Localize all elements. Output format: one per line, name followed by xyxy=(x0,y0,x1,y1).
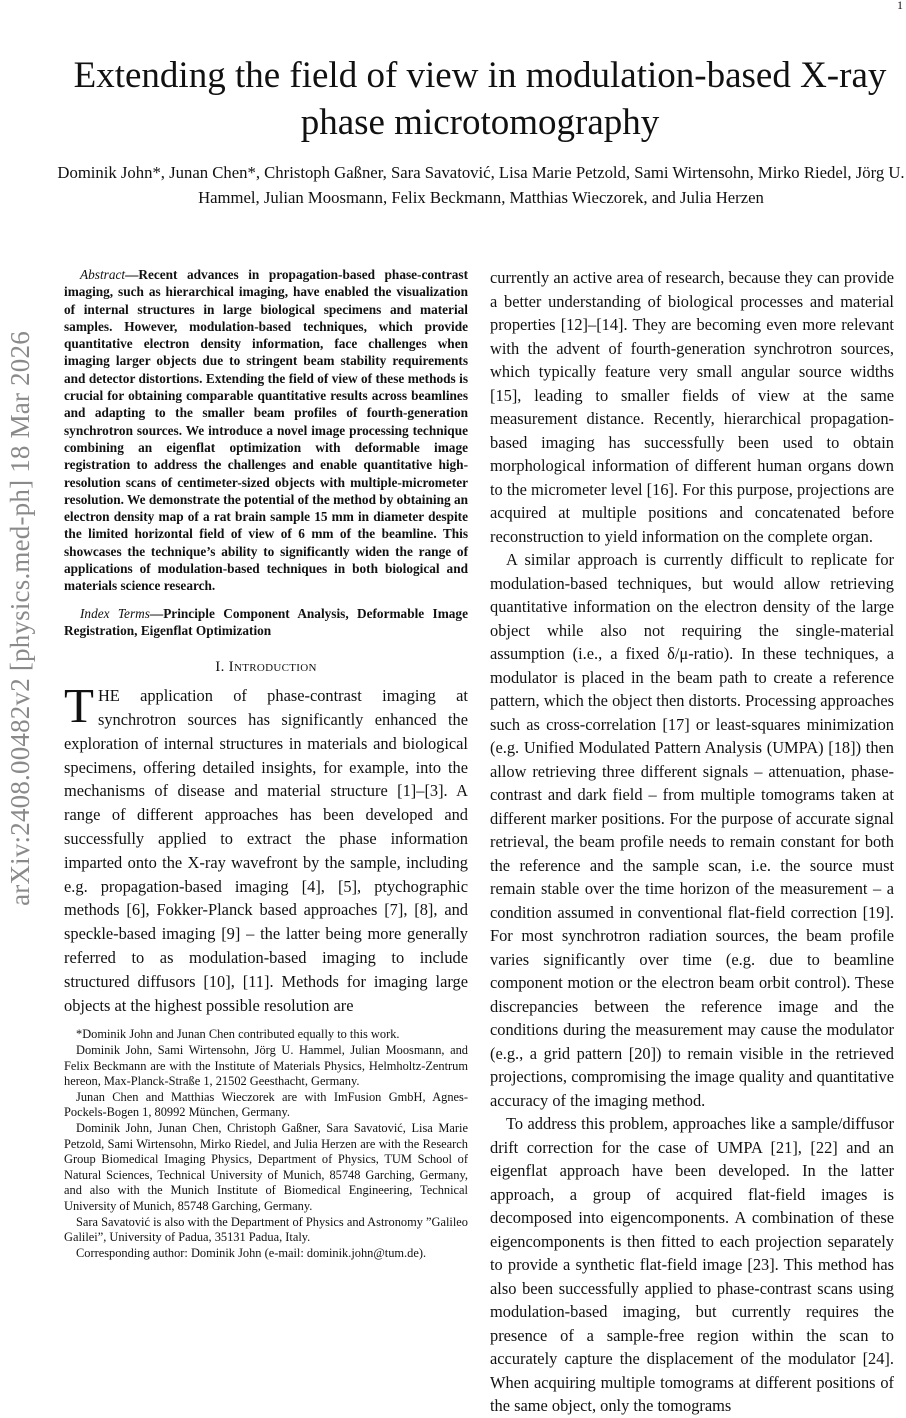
abstract xyxy=(64,266,468,595)
section-heading-introduction: I. Introduction xyxy=(215,659,317,676)
footnotes xyxy=(64,1027,468,1261)
body-paragraph: currently an active area of research, because they can provide a better understanding of biological processes and material properties [12]–[14]. They are becoming even more relevant with the advent of fourth-generation synchrotron sources, which typically feature very small angular source widths [15], leading to smaller fields of view at the same measurement distance. Recently, hierarchical propagation-based imaging has successfully been used to obtain morphological information of different human organs down to the micrometer level [16]. For this purpose, projections are acquired at multiple positions and concatenated before reconstruction to yield information on the complete organ. xyxy=(490,268,894,546)
footnote: Junan Chen and Matthias Wieczorek are with ImFusion GmbH, Agnes-Pockels-Bogen 1, 80992 München, Germany. xyxy=(64,1089,468,1120)
footnote: Dominik John, Sami Wirtensohn, Jörg U. Hammel, Julian Moosmann, and Felix Beckmann are with the Institute of Materials Physics, Helmholtz-Zentrum hereon, Max-Planck-Straße 1, 21502 Geesthacht, Germany. xyxy=(64,1042,468,1089)
left-column xyxy=(64,266,468,1261)
intro-paragraph xyxy=(64,678,468,1017)
right-column xyxy=(490,266,894,1418)
body-paragraph: A similar approach is currently difficult to replicate for modulation-based techniques, but would allow retrieving quantitative information on the electron density of the large object while also not requiring the single-material assumption (i.e., a fixed δ/μ-ratio). In these techniques, a modulator is placed in the beam path to create a reference pattern, which the object then distorts. Processing approaches such as cross-correlation [17] or least-squares minimization (e.g. Unified Modulated Pattern Analysis (UMPA) [18]) then allow retrieving three different signals – attenuation, phase-contrast and dark field – from multiple tomograms taken at different marker positions. For the purpose of accurate signal retrieval, the beam profile needs to remain constant for both the reference and the sample scan, i.e. the source must remain stable over the time horizon of the measurement – a condition assumed in conventional flat-field correction [19]. For most synchrotron radiation sources, the beam profile varies significantly over time (e.g. due to beamline component motion or the electron beam orbit control). These discrepancies between the reference image and the conditions during the measurement may cause the modulator (e.g., a grid pattern [20]) to remain visible in the retrieved projections, compromising the image quality and quantitative accuracy of the imaging method. xyxy=(490,550,894,1110)
body-paragraph: To address this problem, approaches like a sample/diffusor drift correction for the case of UMPA [21], [22] and an eigenflat approach have been developed. In the latter approach, a group of acquired flat-field images is decomposed into eigencomponents. A combination of these eigencomponents is then fitted to each projection separately to provide a synthetic flat-field image [23]. This method has also been successfully applied to phase-contrast scans using modulation-based imaging, but currently requires the presence of a sample-free region within the scan to accurately capture the displacement of the modulator [24]. When acquiring multiple tomograms at different positions of the same object, only the tomograms xyxy=(490,1114,894,1415)
author-list: Dominik John*, Junan Chen*, Christoph Gaßner, Sara Savatović, Lisa Marie Petzold, Sami Wirtensohn, Mirko Riedel, Jörg U. Hammel, Julian Moosmann, Felix Beckmann, Matthias Wieczorek, and Julia Herzen xyxy=(57,163,905,207)
arxiv-identifier-text: arXiv:2408.00482v2 [physics.med-ph] 18 Mar 2026 xyxy=(4,330,35,906)
footnote: Sara Savatović is also with the Department of Physics and Astronomy ”Galileo Galilei”, University of Padua, 35131 Padua, Italy. xyxy=(64,1214,468,1245)
footnote: *Dominik John and Junan Chen contributed equally to this work. xyxy=(76,1027,400,1042)
abstract-text: —Recent advances in propagation-based phase-contrast imaging, such as hierarchical imaging, have enabled the visualization of internal structures in large biological specimens and material samples. However, modulation-based techniques, which provide quantitative electron density information, face challenges when imaging larger objects due to stringent beam stability requirements and detector distortions. Extending the field of view of these methods is crucial for obtaining comparable quantitative results across beamlines and adapting to the smaller beam profiles of fourth-generation synchrotron sources. We introduce a novel image processing technique combining an eigenflat optimization with deformable image registration to address the challenges and enable quantitative high-resolution scans of centimeter-sized objects with multiple-micrometer resolution. We demonstrate the potential of the method by obtaining an electron density map of a rat brain sample 15 mm in diameter despite the limited horizontal field of view of 6 mm of the beamline. This showcases the technique’s ability to significantly widen the range of applications of modulation-based techniques in both biological and materials science research. xyxy=(64,267,468,594)
index-terms-lead: Index Terms xyxy=(80,605,150,621)
footnote: Dominik John, Junan Chen, Christoph Gaßner, Sara Savatović, Lisa Marie Petzold, Sami Wirtensohn, Mirko Riedel, and Julia Herzen are with the Research Group Biomedical Imaging Physics, Department of Physics, TUM School of Natural Sciences, Technical University of Munich, 85748 Garching, Germany, and also with the Munich Institute of Biomedical Engineering, Technical University of Munich, 85748 Garching, Germany. xyxy=(64,1120,468,1213)
abstract-lead: Abstract xyxy=(80,267,126,282)
index-terms xyxy=(64,605,468,640)
arxiv-identifier-stamp xyxy=(2,258,38,978)
paper-title: Extending the field of view in modulation-based X-ray phase microtomography xyxy=(73,55,887,143)
page-number: 1 xyxy=(897,0,903,12)
footnote: Corresponding author: Dominik John (e-mail: dominik.john@tum.de). xyxy=(76,1245,427,1260)
dropcap-letter: T xyxy=(64,678,94,734)
intro-paragraph-text: HE application of phase-contrast imaging at synchrotron sources has significantly enhanced the exploration of internal structures in materials and biological specimens, offering detailed insights, for example, into the mechanisms of disease and material structure [1]–[3]. A range of different approaches has been developed and successfully applied to extract the phase information imparted onto the X-ray wavefront by the sample, including e.g. propagation-based imaging [4], [5], ptychographic methods [6], Fokker-Planck based approaches [7], [8], and speckle-based imaging [9] – the latter being more generally referred to as modulation-based imaging to include structured diffusors [10], [11]. Methods for imaging large objects at the highest possible resolution are xyxy=(64,686,468,1015)
index-terms-text: —Principle Component Analysis, Deformable Image Registration, Eigenflat Optimization xyxy=(64,605,468,638)
